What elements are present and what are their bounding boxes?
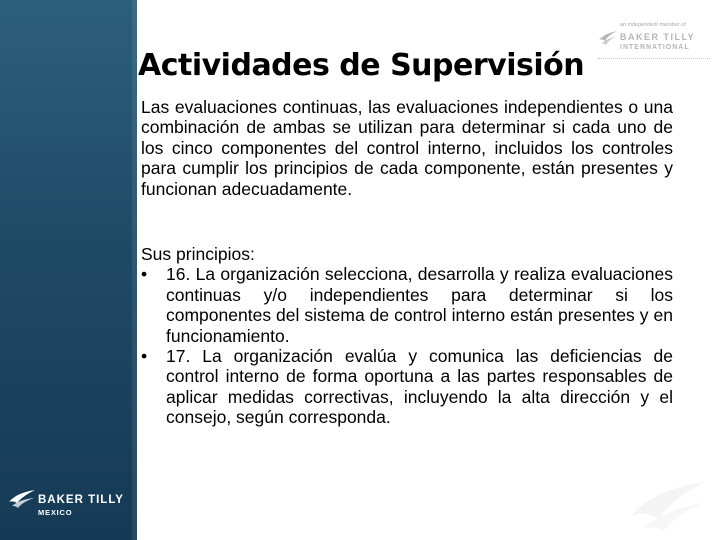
list-item: [141, 346, 673, 428]
bullet-marker: •: [141, 346, 148, 367]
principle-text: 17. La organización evalúa y comunica las deficiencias de control interno de forma oportuna a las partes responsables de aplicar medidas correctivas, incluyendo la alta dirección y el consejo, según corresponda.: [166, 346, 673, 428]
header-logo-tagline: an independent member of: [620, 22, 686, 28]
slide-body: [141, 97, 673, 428]
sidebar-logo: [8, 482, 133, 522]
baker-tilly-bird-icon: [598, 30, 618, 46]
principle-text: 16. La organización selecciona, desarrolla y realiza evaluaciones continuas y/o independientes para determinar si los componentes del sistema de control interno están presentes y en funcionamiento.: [166, 264, 673, 346]
header-logo-name: BAKER TILLY: [620, 32, 696, 42]
baker-tilly-bird-icon: [8, 488, 36, 510]
list-item: [141, 264, 673, 346]
principles-heading: Sus principios:: [141, 244, 255, 265]
principles-list: [141, 264, 673, 427]
slide-title: Actividades de Supervisión: [138, 48, 585, 83]
sidebar-logo-name: BAKER TILLY: [38, 494, 124, 506]
sidebar-logo-country: MEXICO: [38, 508, 73, 517]
sidebar-panel: [0, 0, 137, 540]
sidebar-edge: [132, 0, 137, 540]
watermark-bird-icon: [628, 475, 708, 535]
bullet-marker: •: [141, 264, 148, 285]
intro-paragraph: Las evaluaciones continuas, las evaluaciones independientes o una combinación de ambas se utilizan para determinar si cada uno de los cinco componentes del control interno, incluidos los controles para cumplir los principios de cada componente, están presentes y funcionan adecuadamente.: [141, 97, 673, 199]
header-logo-network: INTERNATIONAL: [620, 44, 690, 51]
